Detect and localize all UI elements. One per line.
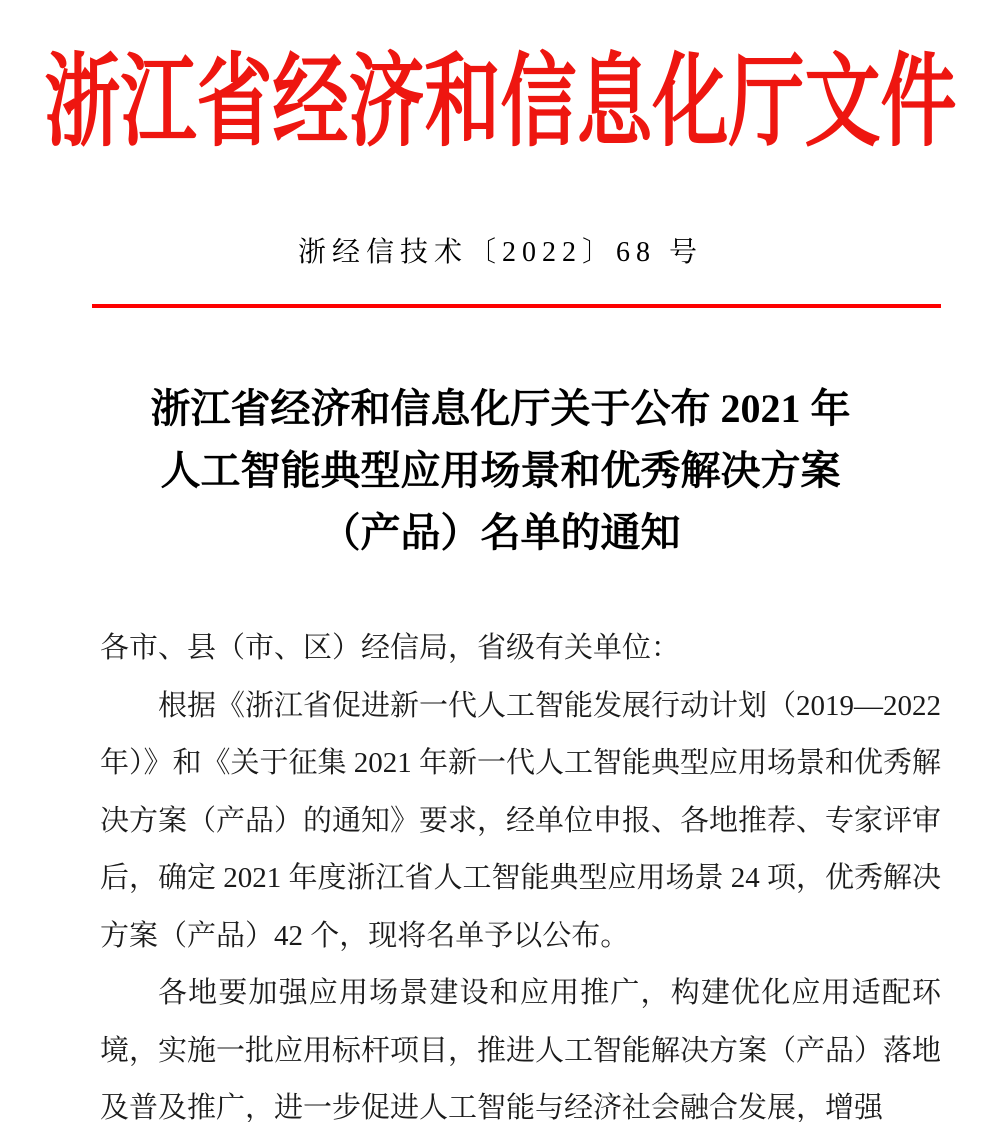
notice-title-line-2: 人工智能典型应用场景和优秀解决方案	[160, 448, 841, 493]
notice-title	[60, 378, 941, 564]
document-body	[100, 620, 941, 1122]
document-number: 浙经信技术〔2022〕68 号	[297, 237, 703, 268]
document-header-title: 浙江省经济和信息化厅文件	[44, 47, 957, 160]
notice-title-line-3: （产品）名单的通知	[320, 510, 681, 555]
body-paragraph-2: 各地要加强应用场景建设和应用推广，构建优化应用适配环境，实施一批应用标杆项目，推进人工智能解决方案（产品）落地及普及推广，进一步促进人工智能与经济社会融合发展，增强	[100, 977, 942, 1122]
notice-title-line-1: 浙江省经济和信息化厅关于公布 2021 年	[150, 386, 851, 431]
body-paragraph-1: 根据《浙江省促进新一代人工智能发展行动计划（2019—2022 年）》和《关于征集 2021 年新一代人工智能典型应用场景和优秀解决方案（产品）的通知》要求，经单位申报、各地推荐、专家评审后，确定 2021 年度浙江省人工智能典型应用场景 24 项，优秀解决方案（产品）42 个，现将名单予以公布。	[100, 689, 942, 952]
red-divider-line	[92, 304, 941, 308]
salutation-line: 各市、县（市、区）经信局，省级有关单位：	[100, 632, 681, 664]
